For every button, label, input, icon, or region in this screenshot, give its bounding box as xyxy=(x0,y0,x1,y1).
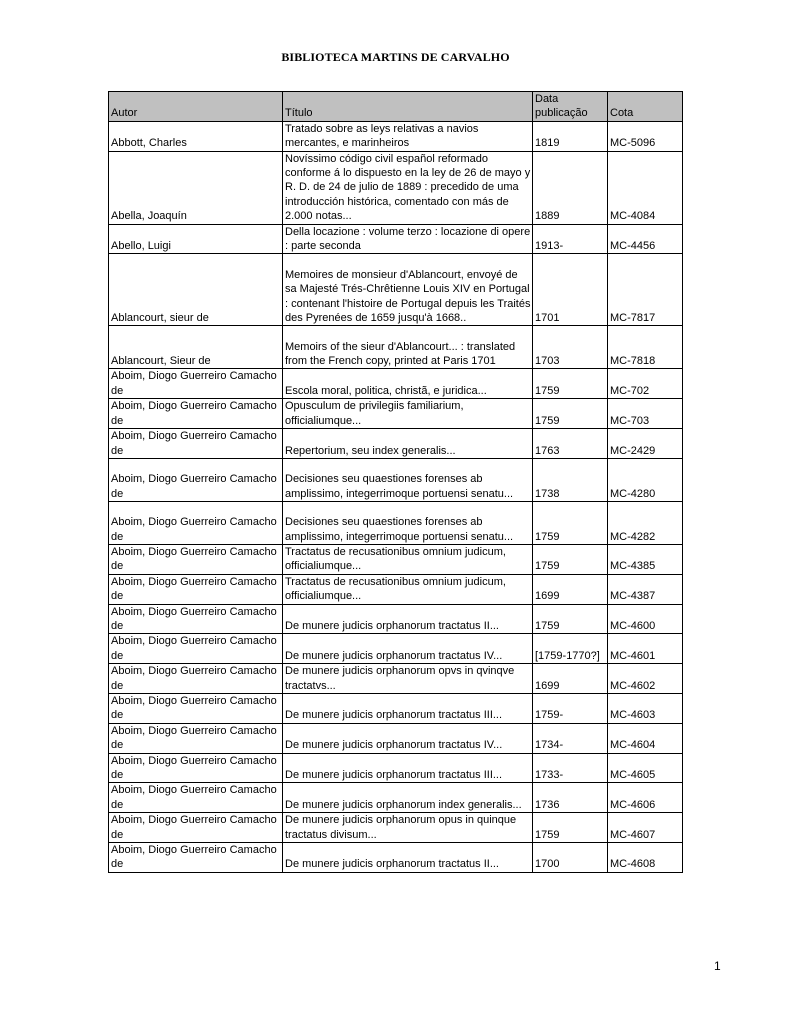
cell-author: Aboim, Diogo Guerreiro Camacho de xyxy=(109,429,283,459)
cell-date: 1700 xyxy=(533,843,608,873)
cell-title: De munere judicis orphanorum index generalis... xyxy=(283,783,533,813)
page-title: BIBLIOTECA MARTINS DE CARVALHO xyxy=(281,50,510,64)
table-row xyxy=(109,151,683,224)
cell-title: De munere judicis orphanorum tractatus II... xyxy=(283,843,533,873)
cell-shelfmark: MC-4607 xyxy=(608,813,683,843)
cell-author: Aboim, Diogo Guerreiro Camacho de xyxy=(109,753,283,783)
cell-date: 1759 xyxy=(533,813,608,843)
cell-shelfmark: MC-702 xyxy=(608,369,683,399)
cell-title: Decisiones seu quaestiones forenses ab amplissimo, integerrimoque portuensi senatu... xyxy=(283,458,533,501)
cell-date: 1889 xyxy=(533,151,608,224)
table-row xyxy=(109,693,683,723)
cell-author: Aboim, Diogo Guerreiro Camacho de xyxy=(109,843,283,873)
cell-author: Aboim, Diogo Guerreiro Camacho de xyxy=(109,399,283,429)
table-row xyxy=(109,813,683,843)
cell-date: 1738 xyxy=(533,458,608,501)
cell-title: De munere judicis orphanorum tractatus III... xyxy=(283,693,533,723)
table-row xyxy=(109,544,683,574)
header-date: Data publicação xyxy=(533,92,608,122)
cell-author: Aboim, Diogo Guerreiro Camacho de xyxy=(109,458,283,501)
table-row xyxy=(109,753,683,783)
table-row xyxy=(109,429,683,459)
cell-author: Aboim, Diogo Guerreiro Camacho de xyxy=(109,544,283,574)
cell-title: Memoirs of the sieur d'Ablancourt... : translated from the French copy, printed at Paris 1701 xyxy=(283,326,533,369)
cell-author: Aboim, Diogo Guerreiro Camacho de xyxy=(109,664,283,694)
table-row xyxy=(109,664,683,694)
table-header xyxy=(109,92,683,122)
cell-title: De munere judicis orphanorum opus in quinque tractatus divisum... xyxy=(283,813,533,843)
table-row xyxy=(109,574,683,604)
cell-author: Aboim, Diogo Guerreiro Camacho de xyxy=(109,813,283,843)
table-row xyxy=(109,399,683,429)
catalog-table xyxy=(108,91,683,873)
cell-date: 1759 xyxy=(533,501,608,544)
cell-author: Aboim, Diogo Guerreiro Camacho de xyxy=(109,604,283,634)
cell-shelfmark: MC-4387 xyxy=(608,574,683,604)
cell-shelfmark: MC-4456 xyxy=(608,224,683,254)
cell-title: Decisiones seu quaestiones forenses ab amplissimo, integerrimoque portuensi senatu... xyxy=(283,501,533,544)
cell-author: Aboim, Diogo Guerreiro Camacho de xyxy=(109,574,283,604)
cell-date: 1759 xyxy=(533,544,608,574)
cell-author: Aboim, Diogo Guerreiro Camacho de xyxy=(109,369,283,399)
cell-author: Aboim, Diogo Guerreiro Camacho de xyxy=(109,501,283,544)
table-row xyxy=(109,501,683,544)
cell-title: Novíssimo código civil español reformado conforme á lo dispuesto en la ley de 26 de mayo y R. D. de 24 de julio de 1889 : precedido de uma introducción histórica, comentado con más de 2.000 notas... xyxy=(283,151,533,224)
cell-author: Abella, Joaquín xyxy=(109,151,283,224)
cell-date: 1759 xyxy=(533,369,608,399)
cell-shelfmark: MC-4602 xyxy=(608,664,683,694)
cell-shelfmark: MC-4603 xyxy=(608,693,683,723)
cell-author: Aboim, Diogo Guerreiro Camacho de xyxy=(109,693,283,723)
cell-author: Abello, Luigi xyxy=(109,224,283,254)
table-row xyxy=(109,604,683,634)
cell-title: Tratado sobre as leys relativas a navios mercantes, e marinheiros xyxy=(283,121,533,151)
cell-shelfmark: MC-4608 xyxy=(608,843,683,873)
cell-title: De munere judicis orphanorum tractatus IV... xyxy=(283,723,533,753)
cell-date: 1759 xyxy=(533,399,608,429)
header-shelfmark: Cota xyxy=(608,92,683,122)
cell-title: Tractatus de recusationibus omnium judicum, officialiumque... xyxy=(283,574,533,604)
page-number: 1 xyxy=(714,959,721,973)
cell-date: 1819 xyxy=(533,121,608,151)
cell-author: Abbott, Charles xyxy=(109,121,283,151)
cell-shelfmark: MC-703 xyxy=(608,399,683,429)
cell-shelfmark: MC-4282 xyxy=(608,501,683,544)
cell-shelfmark: MC-4605 xyxy=(608,753,683,783)
cell-title: Tractatus de recusationibus omnium judicum, officialiumque... xyxy=(283,544,533,574)
cell-shelfmark: MC-5096 xyxy=(608,121,683,151)
cell-date: [1759-1770?] xyxy=(533,634,608,664)
cell-title: De munere judicis orphanorum tractatus II... xyxy=(283,604,533,634)
cell-date: 1759- xyxy=(533,693,608,723)
cell-shelfmark: MC-7817 xyxy=(608,254,683,326)
cell-title: Opusculum de privilegiis familiarium, officialiumque... xyxy=(283,399,533,429)
cell-title: Repertorium, seu index generalis... xyxy=(283,429,533,459)
cell-date: 1699 xyxy=(533,664,608,694)
cell-date: 1703 xyxy=(533,326,608,369)
table-row xyxy=(109,369,683,399)
cell-shelfmark: MC-4385 xyxy=(608,544,683,574)
cell-shelfmark: MC-4280 xyxy=(608,458,683,501)
cell-author: Aboim, Diogo Guerreiro Camacho de xyxy=(109,783,283,813)
cell-title: Memoires de monsieur d'Ablancourt, envoyé de sa Majesté Trés-Chrêtienne Louis XIV en Portugal : contenant l'histoire de Portugal depuis les Traités des Pyrenées de 1659 jusqu'à 1668.. xyxy=(283,254,533,326)
cell-shelfmark: MC-4084 xyxy=(608,151,683,224)
cell-shelfmark: MC-4604 xyxy=(608,723,683,753)
cell-date: 1913- xyxy=(533,224,608,254)
cell-shelfmark: MC-4606 xyxy=(608,783,683,813)
table-row xyxy=(109,783,683,813)
table-row xyxy=(109,254,683,326)
cell-date: 1763 xyxy=(533,429,608,459)
cell-author: Ablancourt, sieur de xyxy=(109,254,283,326)
cell-title: Escola moral, politica, christã, e juridica... xyxy=(283,369,533,399)
cell-shelfmark: MC-7818 xyxy=(608,326,683,369)
table-row xyxy=(109,224,683,254)
cell-title: De munere judicis orphanorum tractatus IV... xyxy=(283,634,533,664)
cell-date: 1701 xyxy=(533,254,608,326)
cell-date: 1734- xyxy=(533,723,608,753)
cell-title: Della locazione : volume terzo : locazione di opere : parte seconda xyxy=(283,224,533,254)
table-row xyxy=(109,634,683,664)
cell-date: 1699 xyxy=(533,574,608,604)
cell-title: De munere judicis orphanorum tractatus III... xyxy=(283,753,533,783)
header-title: Título xyxy=(283,92,533,122)
cell-date: 1759 xyxy=(533,604,608,634)
cell-shelfmark: MC-4601 xyxy=(608,634,683,664)
cell-author: Ablancourt, Sieur de xyxy=(109,326,283,369)
cell-date: 1733- xyxy=(533,753,608,783)
cell-shelfmark: MC-2429 xyxy=(608,429,683,459)
table-body xyxy=(109,121,683,872)
cell-author: Aboim, Diogo Guerreiro Camacho de xyxy=(109,634,283,664)
cell-date: 1736 xyxy=(533,783,608,813)
cell-title: De munere judicis orphanorum opvs in qvinqve tractatvs... xyxy=(283,664,533,694)
table-row xyxy=(109,326,683,369)
table-row xyxy=(109,458,683,501)
table-row xyxy=(109,843,683,873)
cell-author: Aboim, Diogo Guerreiro Camacho de xyxy=(109,723,283,753)
table-row xyxy=(109,723,683,753)
header-author: Autor xyxy=(109,92,283,122)
table-row xyxy=(109,121,683,151)
cell-shelfmark: MC-4600 xyxy=(608,604,683,634)
